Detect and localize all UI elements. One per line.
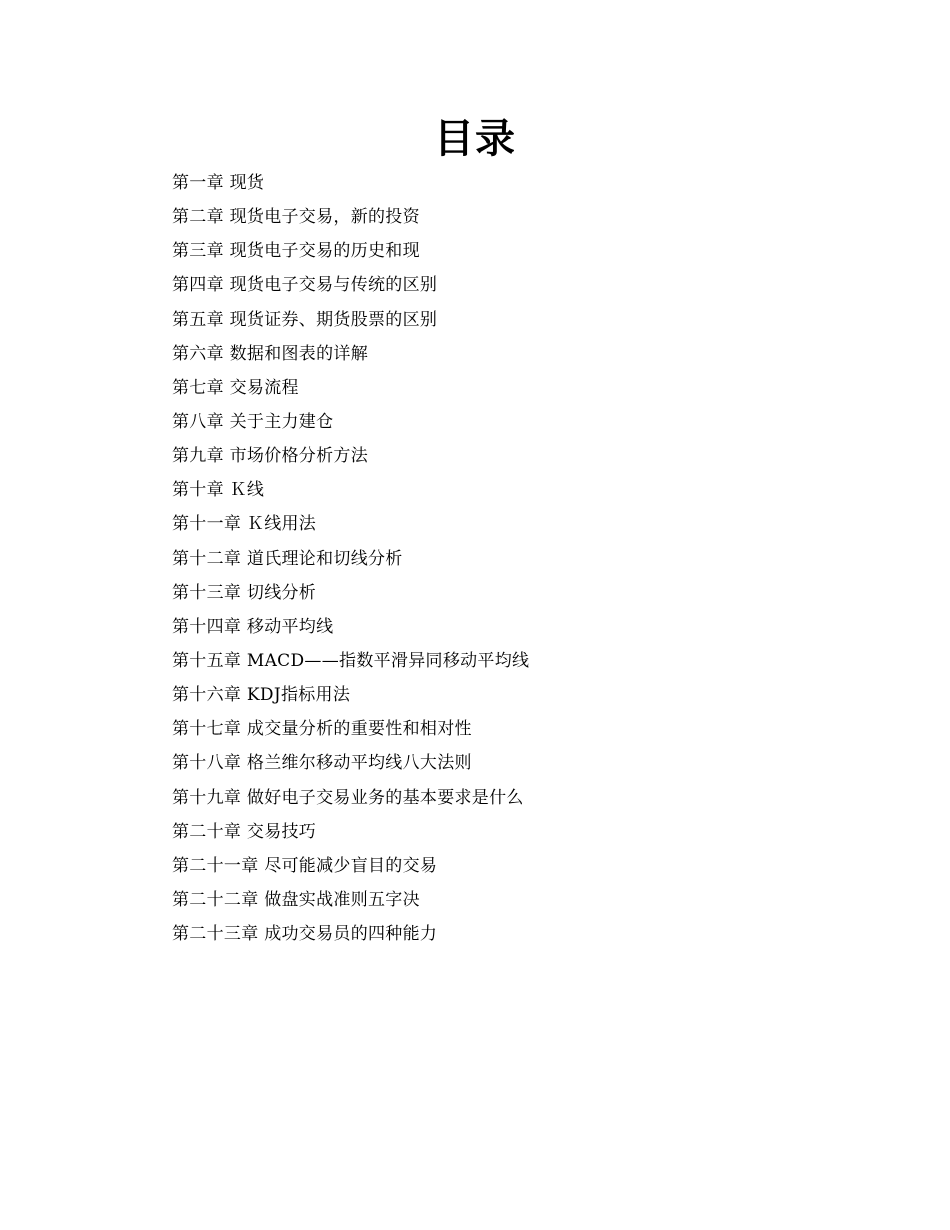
toc-item-23: 第二十三章 成功交易员的四种能力 (172, 924, 438, 945)
toc-item-19: 第十九章 做好电子交易业务的基本要求是什么 (172, 787, 524, 808)
toc-item-10: 第十章 Ｋ线 (172, 480, 265, 501)
toc-item-20: 第二十章 交易技巧 (172, 821, 317, 842)
toc-item-7: 第七章 交易流程 (172, 377, 299, 398)
toc-item-9: 第九章 市场价格分析方法 (172, 446, 369, 467)
toc-item-16: 第十六章 KDJ指标用法 (172, 685, 351, 706)
toc-item-18: 第十八章 格兰维尔移动平均线八大法则 (172, 753, 472, 774)
toc-item-2: 第二章 现货电子交易，新的投资 (172, 207, 420, 228)
toc-item-6: 第六章 数据和图表的详解 (172, 343, 369, 364)
toc-item-14: 第十四章 移动平均线 (172, 616, 334, 637)
toc-item-11: 第十一章 Ｋ线用法 (172, 514, 317, 535)
toc-item-8: 第八章 关于主力建仓 (172, 411, 334, 432)
toc-item-3: 第三章 现货电子交易的历史和现 (172, 241, 420, 262)
table-of-contents (172, 170, 529, 955)
toc-item-13: 第十三章 切线分析 (172, 582, 317, 603)
page-title: 目录 (434, 116, 516, 162)
toc-item-5: 第五章 现货证券、期货股票的区别 (172, 309, 438, 330)
toc-item-22: 第二十二章 做盘实战准则五字决 (172, 889, 420, 910)
toc-item-1: 第一章 现货 (172, 173, 265, 193)
toc-item-17: 第十七章 成交量分析的重要性和相对性 (172, 719, 472, 740)
toc-item-4: 第四章 现货电子交易与传统的区别 (172, 275, 438, 296)
toc-item-12: 第十二章 道氏理论和切线分析 (172, 548, 403, 569)
toc-item-21: 第二十一章 尽可能减少盲目的交易 (172, 855, 438, 876)
toc-item-15: 第十五章 MACD——指数平滑异同移动平均线 (172, 650, 530, 671)
